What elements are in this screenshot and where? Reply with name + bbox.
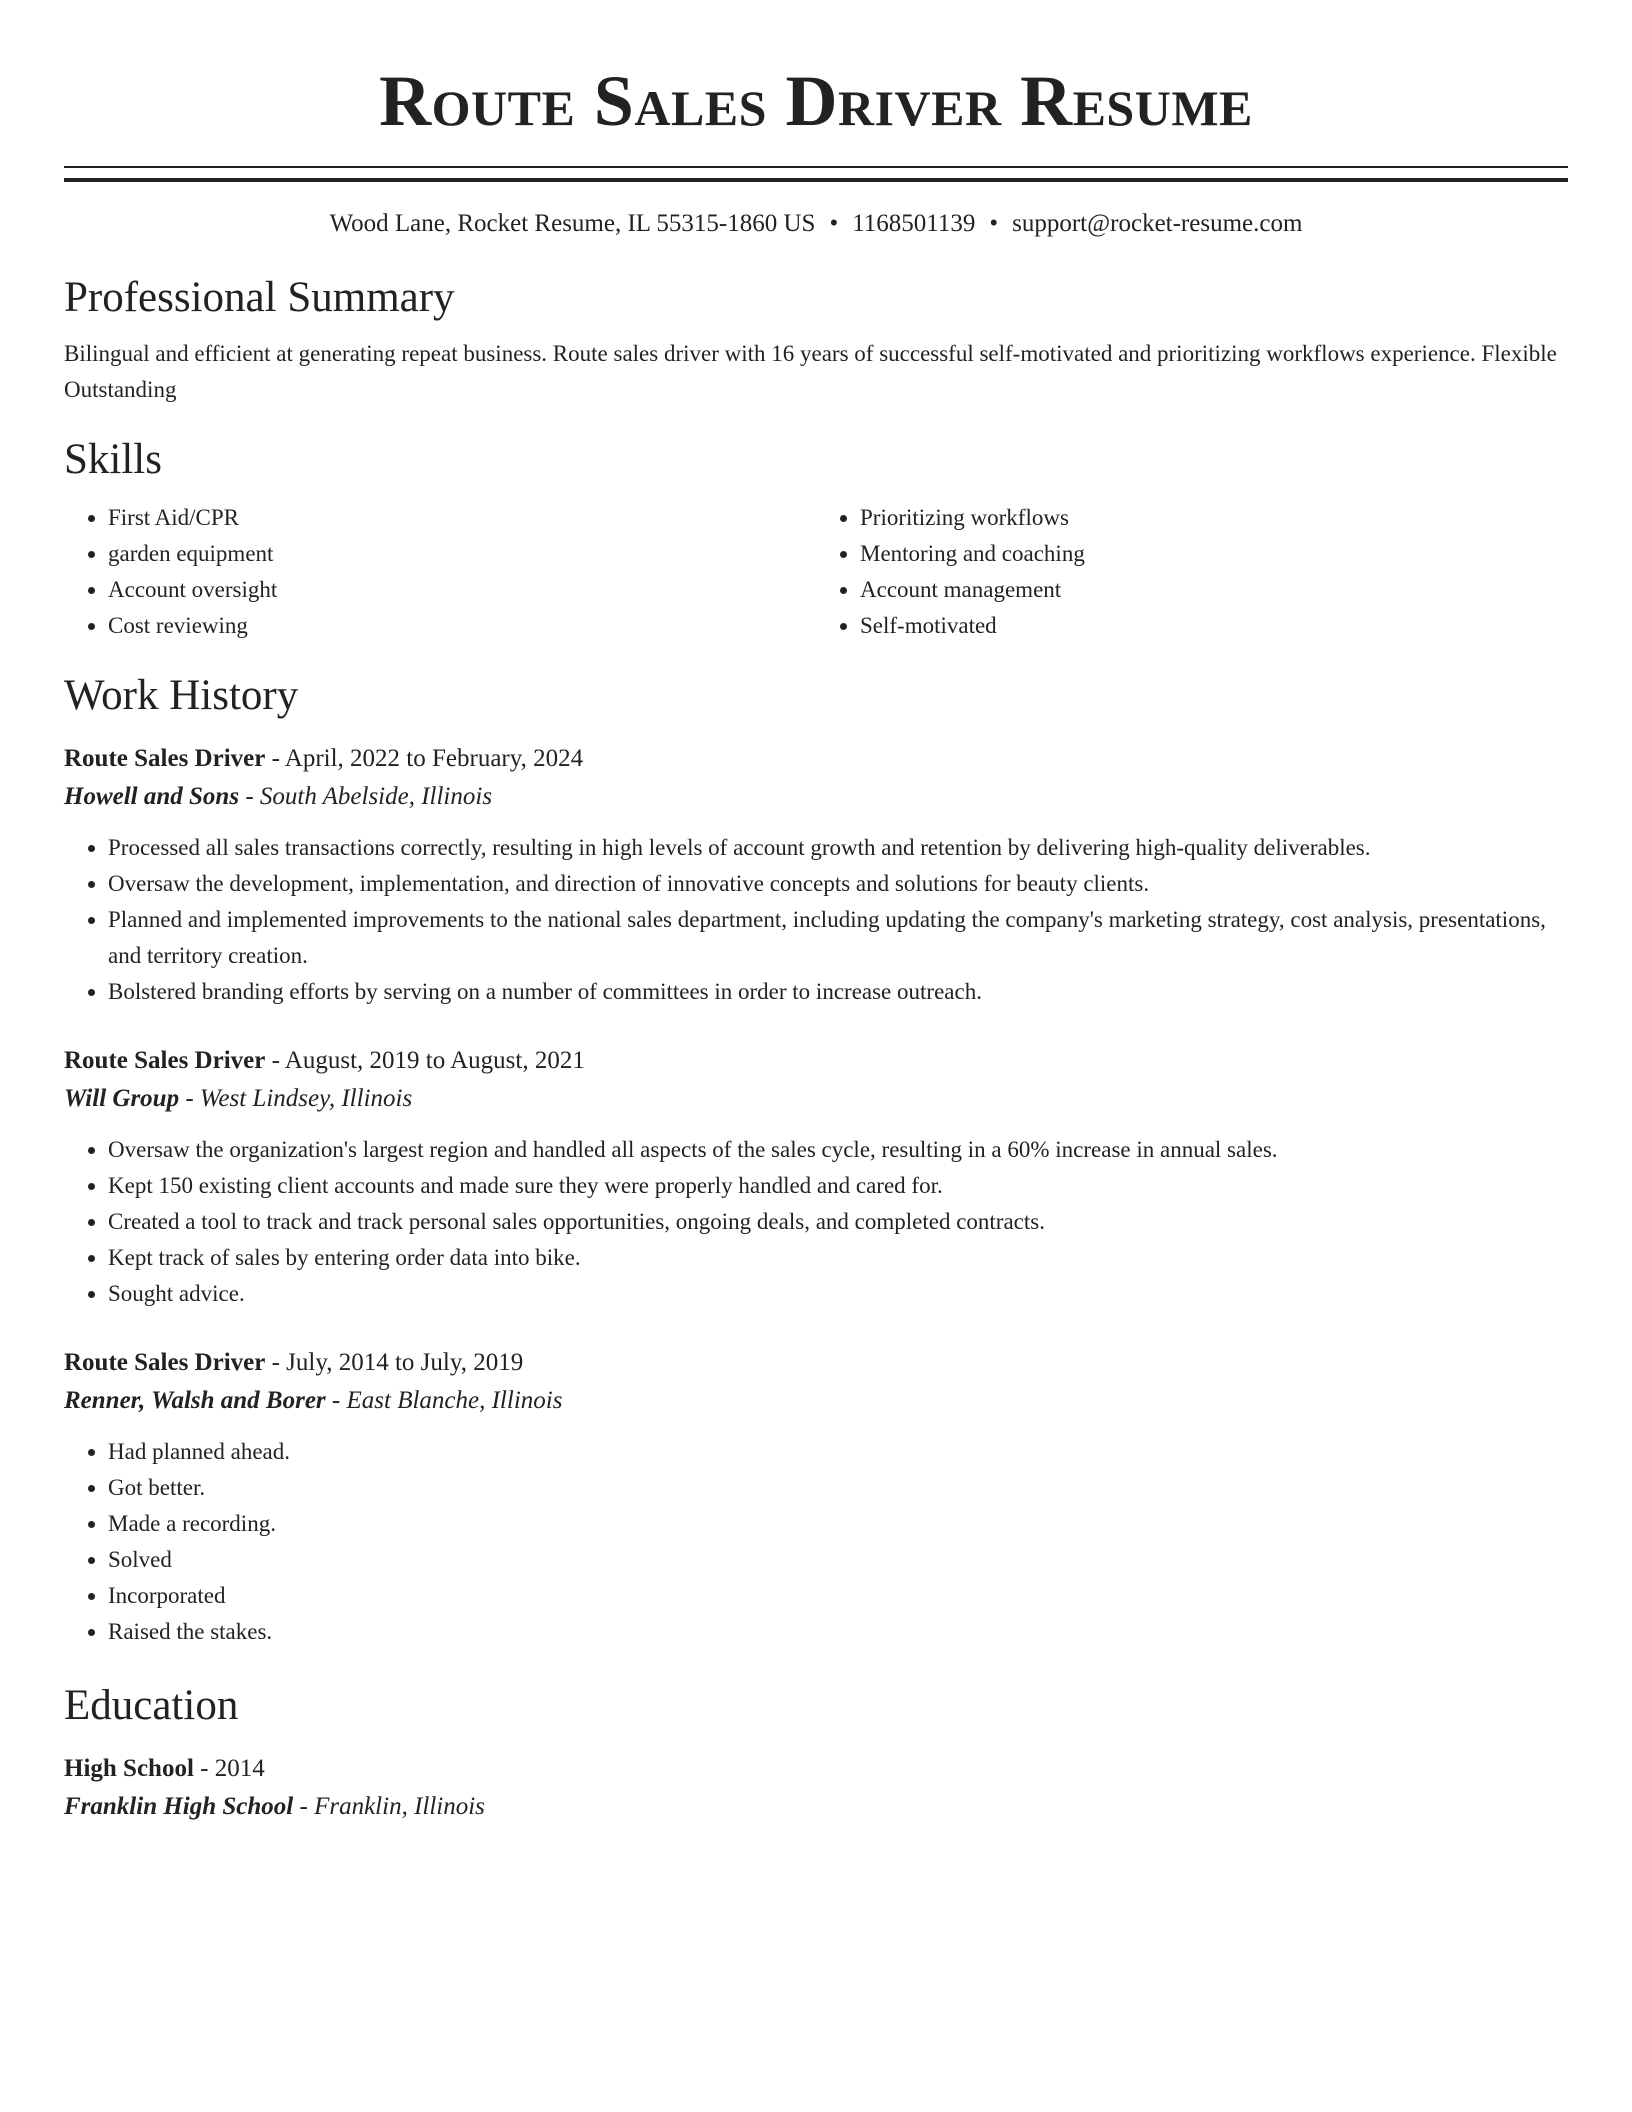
job-entry <box>64 1042 1568 1312</box>
job-title: Route Sales Driver <box>64 1047 266 1074</box>
job-title-line <box>64 740 1568 778</box>
job-bullet: • Incorporated <box>108 1578 1568 1614</box>
job-bullet: • Oversaw the organization's largest region and handled all aspects of the sales cycle, resulting in a 60% increase in annual sales. <box>108 1132 1568 1168</box>
job-entry <box>64 1344 1568 1650</box>
summary-text: Bilingual and efficient at generating repeat business. Route sales driver with 16 years of successful self-motivated and prioritizing workflows experience. Flexible Outstanding <box>64 341 1557 402</box>
summary-heading: Professional Summary <box>64 274 455 321</box>
job-company-line <box>64 1080 1568 1118</box>
job-bullet: • Got better. <box>108 1470 1568 1506</box>
education-location: - Franklin, Illinois <box>293 1793 485 1820</box>
education-year: - 2014 <box>193 1755 265 1782</box>
contact-separator: • <box>829 210 839 237</box>
contact-email: support@rocket-resume.com <box>1012 210 1303 237</box>
job-bullet: • Bolstered branding efforts by serving on a number of committees in order to increase outreach. <box>108 974 1568 1010</box>
education-school: Franklin High School <box>64 1793 294 1820</box>
education-heading: Education <box>64 1682 239 1729</box>
skill-item: • Account oversight <box>108 572 816 608</box>
job-bullet: • Had planned ahead. <box>108 1434 1568 1470</box>
job-dates: - April, 2022 to February, 2024 <box>265 745 584 772</box>
job-entry <box>64 740 1568 1010</box>
job-location: - East Blanche, Illinois <box>325 1387 563 1414</box>
job-bullet: • Oversaw the development, implementation, and direction of innovative concepts and solutions for beauty clients. <box>108 866 1568 902</box>
job-title-line <box>64 1344 1568 1382</box>
job-bullet: • Processed all sales transactions correctly, resulting in high levels of account growth and retention by delivering high-quality deliverables. <box>108 830 1568 866</box>
skill-item: • Account management <box>860 572 1568 608</box>
job-title: Route Sales Driver <box>64 745 266 772</box>
job-bullet: • Kept track of sales by entering order data into bike. <box>108 1240 1568 1276</box>
job-dates: - July, 2014 to July, 2019 <box>265 1349 524 1376</box>
title-divider <box>64 166 1568 182</box>
skills-column-left <box>64 500 816 644</box>
job-company: Renner, Walsh and Borer <box>64 1387 326 1414</box>
skill-item: • Mentoring and coaching <box>860 536 1568 572</box>
skill-item: • Prioritizing workflows <box>860 500 1568 536</box>
job-bullet: • Kept 150 existing client accounts and made sure they were properly handled and cared for. <box>108 1168 1568 1204</box>
job-location: - West Lindsey, Illinois <box>179 1085 413 1112</box>
job-title: Route Sales Driver <box>64 1349 266 1376</box>
page-title: Route Sales Driver Resume <box>379 61 1253 141</box>
job-bullet: • Planned and implemented improvements to the national sales department, including updating the company's marketing strategy, cost analysis, presentations, and territory creation. <box>108 902 1568 974</box>
job-bullet: • Sought advice. <box>108 1276 1568 1312</box>
job-company-line <box>64 778 1568 816</box>
job-bullet: • Made a recording. <box>108 1506 1568 1542</box>
job-bullets <box>64 830 1568 1010</box>
education-school-line <box>64 1788 1568 1826</box>
education-entry <box>64 1750 1568 1826</box>
skills-column-right <box>816 500 1568 644</box>
skills-heading: Skills <box>64 436 162 483</box>
contact-address: Wood Lane, Rocket Resume, IL 55315-1860 US <box>329 210 816 237</box>
job-bullets <box>64 1434 1568 1650</box>
job-bullets <box>64 1132 1568 1312</box>
education-degree-line <box>64 1750 1568 1788</box>
contact-separator: • <box>989 210 999 237</box>
job-company-line <box>64 1382 1568 1420</box>
job-bullet: • Solved <box>108 1542 1568 1578</box>
contact-phone: 1168501139 <box>852 210 976 237</box>
skill-item: • Self-motivated <box>860 608 1568 644</box>
job-bullet: • Raised the stakes. <box>108 1614 1568 1650</box>
job-dates: - August, 2019 to August, 2021 <box>265 1047 585 1074</box>
job-bullet: • Created a tool to track and track personal sales opportunities, ongoing deals, and completed contracts. <box>108 1204 1568 1240</box>
job-location: - South Abelside, Illinois <box>239 783 493 810</box>
skill-item: • garden equipment <box>108 536 816 572</box>
job-company: Howell and Sons <box>64 783 240 810</box>
skill-item: • Cost reviewing <box>108 608 816 644</box>
skills-list <box>64 500 1568 644</box>
skill-item: • First Aid/CPR <box>108 500 816 536</box>
contact-line <box>64 208 1568 240</box>
job-title-line <box>64 1042 1568 1080</box>
work-history-heading: Work History <box>64 672 299 719</box>
job-company: Will Group <box>64 1085 180 1112</box>
education-degree: High School <box>64 1755 194 1782</box>
